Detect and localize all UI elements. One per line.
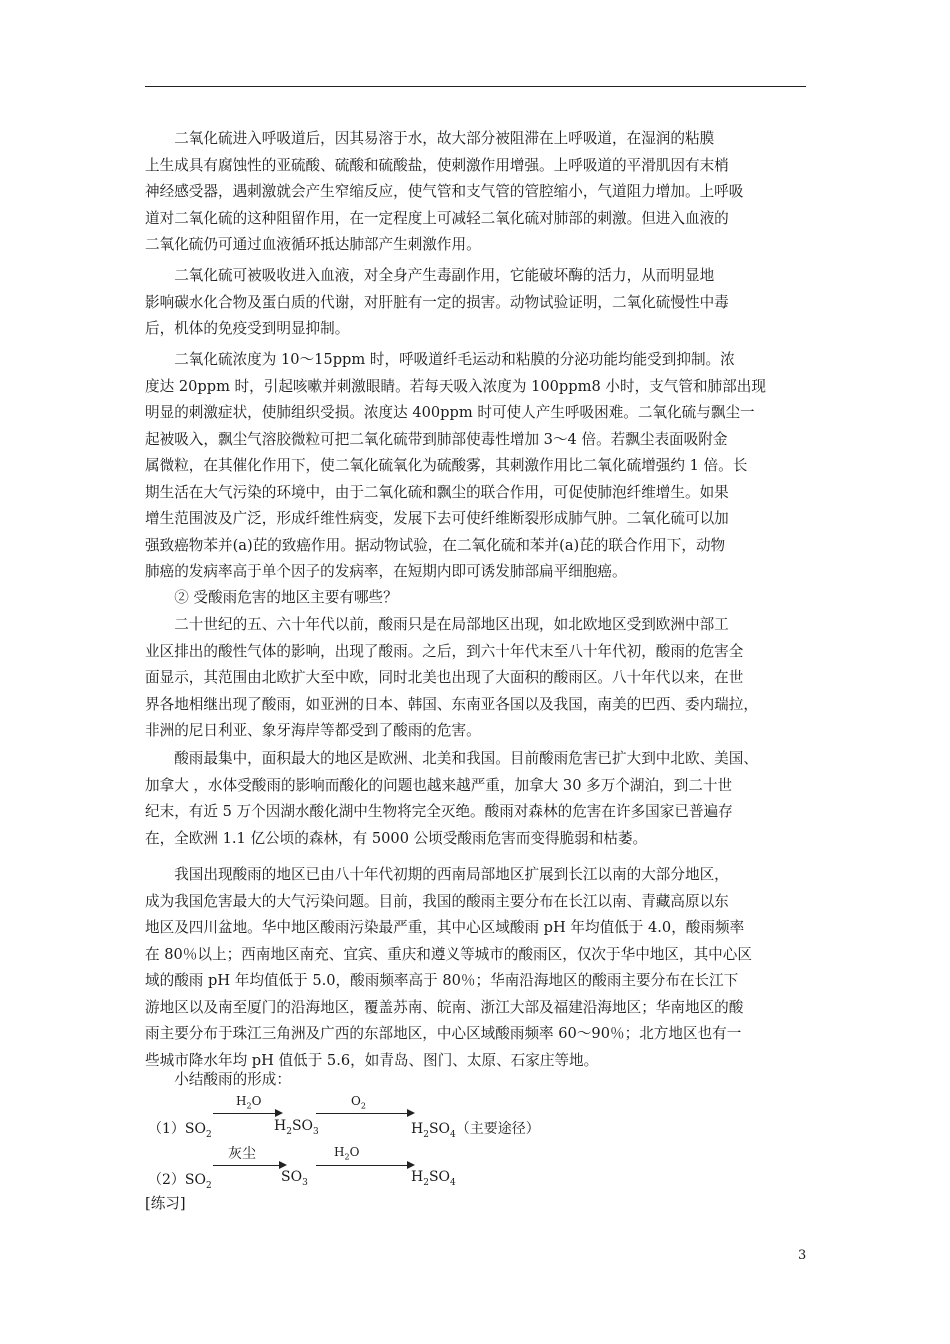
text-line: 纪末，有近 5 万个因湖水酸化湖中生物将完全灭绝。酸雨对森林的危害在许多国家已普遍存 (145, 803, 733, 820)
text-line: 游地区以及南至厦门的沿海地区，覆盖苏南、皖南、浙江大部及福建沿海地区；华南地区的酸 (145, 998, 744, 1016)
eq1-intermediate: $H_2SO_3$ (274, 1118, 319, 1137)
text-line: 增生范围波及广泛，形成纤维性病变，发展下去可使纤维断裂形成肺气肿。二氧化硫可以加 (145, 510, 729, 527)
eq2-product: $H_2SO_4$ (411, 1169, 456, 1188)
text-line: 二氧化硫浓度为 10～15ppm 时，呼吸道纤毛运动和粘膜的分泌功能均能受到抑制。浓 (145, 351, 735, 368)
eq2-reactant: $(2)SO_2$ (148, 1172, 212, 1191)
text-line: 度达 20ppm 时，引起咳嗽并刺激眼睛。若每天吸入浓度为 100ppm8 小时，支气管和肺部出现 (145, 377, 766, 395)
text-line: 道对二氧化硫的这种阻留作用，在一定程度上可减轻二氧化硫对肺部的刺激。但进入血液的 (145, 209, 729, 227)
paragraph (145, 862, 807, 1074)
text-line: 面显示，其范围由北欧扩大至中欧，同时北美也出现了大面积的酸雨区。八十年代以来，在世 (145, 669, 744, 686)
text-line: 期生活在大气污染的环境中，由于二氧化硫和飘尘的联合作用，可促使肺泡纤维增生。如果 (145, 483, 729, 501)
text-line: 神经感受器，遇刺激就会产生窄缩反应，使气管和支气管的管腔缩小，气道阻力增加。上呼吸 (145, 183, 744, 200)
text-line: 我国出现酸雨的地区已由八十年代初期的西南局部地区扩展到长江以南的大部分地区， (145, 866, 729, 883)
text-line: 界各地相继出现了酸雨，如亚洲的日本、韩国、东南亚各国以及我国，南美的巴西、委内瑞拉， (145, 695, 758, 713)
text-line: 二氧化硫仍可通过血液循环抵达肺部产生刺激作用。 (145, 236, 481, 253)
eq2-arrow2 (316, 1165, 413, 1166)
text-line: 域的酸雨 pH 年均值低于 5.0，酸雨频率高于 80％；华南沿海地区的酸雨主要分布在长江下 (145, 972, 739, 989)
text-line: 强致癌物苯并(a)芘的致癌作用。据动物试验，在二氧化硫和苯并(a)芘的联合作用下，动物 (145, 536, 726, 554)
text-line: 业区排出的酸性气体的影响，出现了酸雨。之后，到六十年代末至八十年代初，酸雨的危害全 (145, 642, 744, 660)
text-line: 上生成具有腐蚀性的亚硫酸、硫酸和硫酸盐，使刺激作用增强。上呼吸道的平滑肌因有末梢 (145, 156, 729, 174)
text-line: 明显的刺激症状，使肺组织受损。浓度达 400ppm 时可使人产生呼吸困难。二氧化硫与飘尘一 (145, 404, 755, 421)
header-rule (145, 86, 806, 87)
paragraph (145, 263, 807, 343)
page-number: 3 (798, 1248, 807, 1263)
paragraph (145, 585, 807, 612)
paragraph (145, 347, 807, 586)
text-line: 二十世纪的五、六十年代以前，酸雨只是在局部地区出现，如北欧地区受到欧洲中部工 (145, 616, 729, 633)
text-line: 影响碳水化合物及蛋白质的代谢，对肝脏有一定的损害。动物试验证明，二氧化硫慢性中毒 (145, 293, 729, 311)
eq1-arrow2-label: $O_2$ (351, 1094, 366, 1111)
text-line: 后，机体的免疫受到明显抑制。 (145, 320, 350, 337)
exercise-label: [练习] (145, 1195, 186, 1212)
eq2-intermediate: $SO_3$ (281, 1169, 308, 1188)
text-line: 二氧化硫进入呼吸道后，因其易溶于水，故大部分被阻滞在上呼吸道，在湿润的粘膜 (145, 130, 715, 147)
text-line: ② 受酸雨危害的地区主要有哪些？ (145, 589, 398, 606)
eq1-arrow1 (213, 1113, 281, 1114)
text-line: 加拿大 ，水体受酸雨的影响而酸化的问题也越来越严重，加拿大 30 多万个湖泊，到二十世 (145, 776, 733, 794)
eq1-arrow1-label: $H_2O$ (236, 1094, 262, 1111)
eq2-arrow1 (213, 1165, 285, 1166)
text-line: 肺癌的发病率高于单个因子的发病率，在短期内即可诱发肺部扁平细胞癌。 (145, 563, 627, 580)
text-line: 小结酸雨的形成： (145, 1071, 291, 1088)
text-line: 地区及四川盆地。华中地区酸雨污染最严重，其中心区域酸雨 pH 年均值低于 4.0，酸雨频率 (145, 919, 745, 936)
paragraph (145, 126, 807, 259)
text-line: 成为我国危害最大的大气污染问题。目前，我国的酸雨主要分布在长江以南、青藏高原以东 (145, 892, 729, 910)
eq2-arrow2-label: $H_2O$ (334, 1145, 360, 1162)
text-line: 些城市降水年均 pH 值低于 5.6，如青岛、图门、太原、石家庄等地。 (145, 1051, 599, 1069)
text-line: 在 80％以上；西南地区南充、宜宾、重庆和遵义等城市的酸雨区，仅次于华中地区，其中心区 (145, 945, 752, 963)
eq1-arrow2 (316, 1113, 413, 1114)
text-line: 起被吸入，飘尘气溶胶微粒可把二氧化硫带到肺部使毒性增加 3～4 倍。若飘尘表面吸附金 (145, 430, 728, 448)
paragraph (145, 612, 807, 745)
eq1-product: $H_2SO_4$（主要途径） (411, 1121, 540, 1140)
text-line: 二氧化硫可被吸收进入血液，对全身产生毒副作用，它能破坏酶的活力，从而明显地 (145, 267, 715, 284)
text-line: 酸雨最集中，面积最大的地区是欧洲、北美和我国。目前酸雨危害已扩大到中北欧、美国、 (145, 750, 758, 767)
paragraph (145, 746, 807, 852)
text-line: 在，全欧洲 1.1 亿公顷的森林，有 5000 公顷受酸雨危害而变得脆弱和枯萎。 (145, 829, 648, 847)
eq1-reactant: $(1)SO_2$ (148, 1121, 212, 1140)
text-line: 属微粒，在其催化作用下，使二氧化硫氧化为硫酸雾，其刺激作用比二氧化硫增强约 1 倍。长 (145, 457, 748, 474)
paragraph (145, 1067, 807, 1094)
text-line: 非洲的尼日利亚、象牙海岸等都受到了酸雨的危害。 (145, 722, 481, 739)
eq2-arrow1-label: 灰尘 (228, 1146, 256, 1162)
text-line: 雨主要分布于珠江三角洲及广西的东部地区，中心区域酸雨频率 60～90％；北方地区也有一 (145, 1025, 742, 1042)
